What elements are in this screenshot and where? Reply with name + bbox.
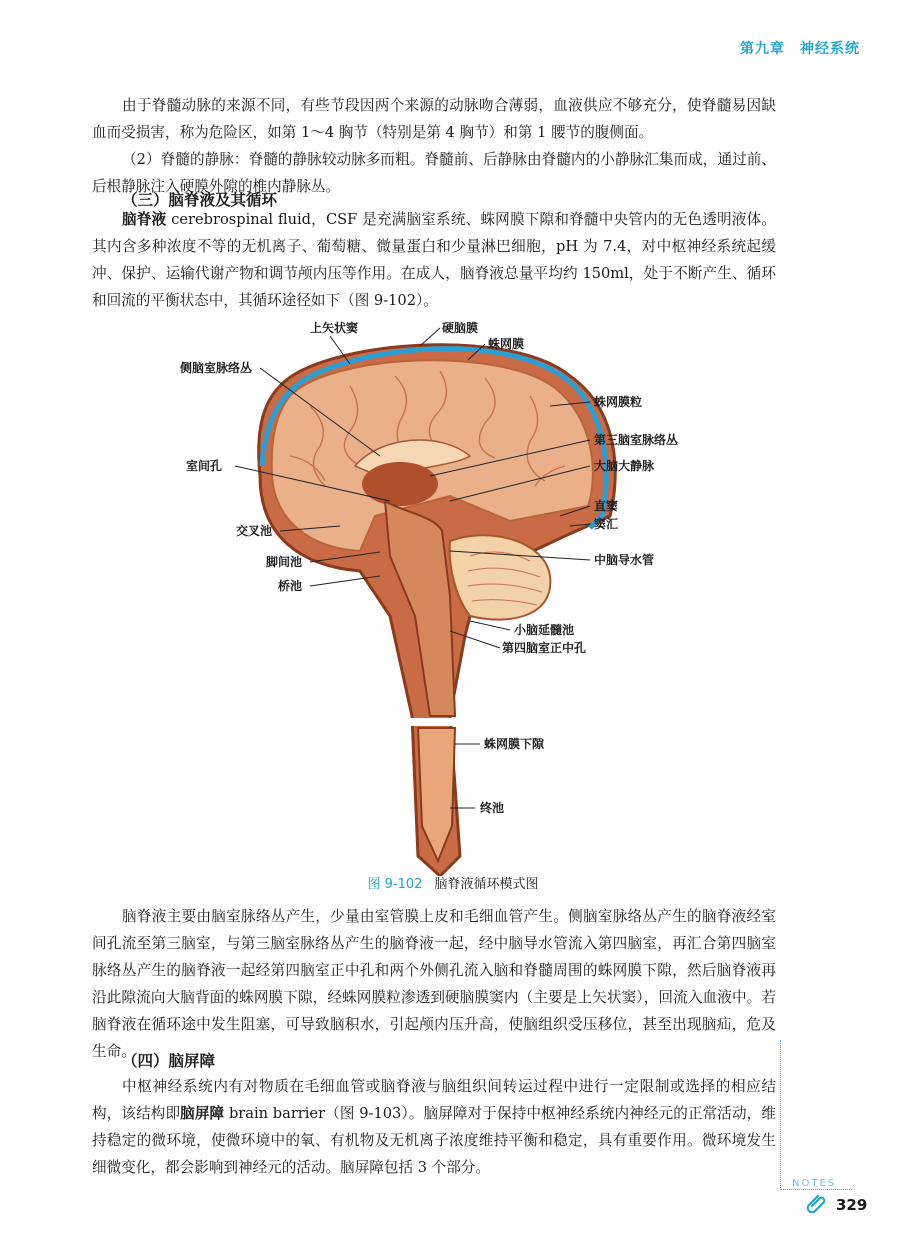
csf-circulation-figure xyxy=(150,316,770,876)
label-arachnoid: 蛛网膜 xyxy=(488,337,525,351)
label-arachnoid-granulation: 蛛网膜粒 xyxy=(594,395,643,409)
csf-definition-text: cerebrospinal fluid，CSF 是充满脑室系统、蛛网膜下隙和脊髓中央管内的无色透明液体。其内含多种浓度不等的无机离子、葡萄糖、微量蛋白和少量淋巴细胞，pH 为 7.4，对中枢神经系统起缓冲、保护、运输代谢产物和调节颅内压等作用。在成人，脑脊液总量平均约 150ml，处于不断产生、循环和回流的平衡状态中，其循环途径如下（图 9-102）。 xyxy=(92,211,776,309)
label-pontine-cistern: 桥池 xyxy=(278,579,303,593)
paragraph-csf-circulation: 脑脊液主要由脑室脉络丛产生，少量由室管膜上皮和毛细血管产生。侧脑室脉络丛产生的脑脊液经室间孔流至第三脑室，与第三脑室脉络丛产生的脑脊液一起，经中脑导水管流入第四脑室，再汇合第四脑室脉络丛产生的脑脊液一起经第四脑室正中孔和两个外侧孔流入脑和脊髓周围的蛛网膜下隙，然后脑脊液再沿此隙流向大脑背面的蛛网膜下隙，经蛛网膜粒渗透到硬脑膜窦内（主要是上矢状窦），回流入血液中。若脑脊液在循环途中发生阻塞，可导致脑积水，引起颅内压升高，使脑组织受压移位，甚至出现脑疝，危及生命。 xyxy=(92,908,776,1060)
label-cerebral-aqueduct: 中脑导水管 xyxy=(594,553,655,567)
label-superior-sagittal-sinus: 上矢状窦 xyxy=(310,321,359,335)
label-median-aperture: 第四脑室正中孔 xyxy=(502,641,587,655)
figure-number: 图 9-102 xyxy=(367,877,423,892)
paragraph-csf-definition xyxy=(92,206,776,314)
notes-label: NOTES xyxy=(792,1178,837,1189)
label-interpeduncular-cistern: 脚间池 xyxy=(266,555,303,569)
chapter-header: 第九章 神经系统 xyxy=(740,41,860,57)
section-heading-brain-barrier: （四）脑屏障 xyxy=(122,1052,216,1070)
label-straight-sinus: 直窦 xyxy=(594,499,619,513)
paragraph-brain-barrier xyxy=(92,1073,776,1181)
label-cisterna-magna: 小脑延髓池 xyxy=(514,623,575,637)
notes-margin-line xyxy=(780,1040,781,1190)
paragraph-spinal-vein: （2）脊髓的静脉：脊髓的静脉较动脉多而粗。脊髓前、后静脉由脊髓内的小静脉汇集而成，通过前、后根静脉注入硬膜外隙的椎内静脉丛。 xyxy=(92,151,776,195)
section-heading-csf: （三）脑脊液及其循环 xyxy=(122,191,278,209)
paperclip-icon xyxy=(806,1192,828,1214)
paragraph-spinal-artery: 由于脊髓动脉的来源不同，有些节段因两个来源的动脉吻合薄弱，血液供应不够充分，使脊髓易因缺血而受损害，称为危险区，如第 1～4 胸节（特别是第 4 胸节）和第 1 腰节的腹侧面。 xyxy=(92,97,776,141)
label-confluence-of-sinuses: 窦汇 xyxy=(594,517,619,531)
page-number: 329 xyxy=(836,1196,868,1214)
figure-caption xyxy=(0,873,906,892)
label-third-ventricle-plexus: 第三脑室脉络丛 xyxy=(594,433,679,447)
thalamus xyxy=(362,462,438,506)
label-chiasmatic-cistern: 交叉池 xyxy=(236,524,273,538)
label-lateral-ventricle-plexus: 侧脑室脉络丛 xyxy=(180,361,253,375)
brain-barrier-text-b: brain barrier（图 9-103）。脑屏障对于保持中枢神经系统内神经元的正常活动，维持稳定的微环境，使微环境中的氧、有机物及无机离子浓度维持平衡和稳定，具有重要作用。微环境发生细微变化，都会影响到神经元的活动。脑屏障包括 3 个部分。 xyxy=(92,1105,776,1176)
notes-rule xyxy=(780,1189,852,1190)
label-dura-mater: 硬脑膜 xyxy=(442,321,479,335)
term-csf: 脑脊液 xyxy=(122,211,167,228)
label-subarachnoid-space: 蛛网膜下隙 xyxy=(484,737,545,751)
label-great-cerebral-vein: 大脑大静脉 xyxy=(594,459,655,473)
figure-title: 脑脊液循环模式图 xyxy=(434,877,539,892)
label-terminal-cistern: 终池 xyxy=(480,801,505,815)
brain-barrier-text-a: 中枢神经系统内有对物质在毛细血管或脑脊液与脑组织间转运过程中进行一定限制或选择的相应结构，该结构即 xyxy=(92,1078,776,1122)
term-brain-barrier: 脑屏障 xyxy=(180,1105,225,1122)
label-interventricular-foramen: 室间孔 xyxy=(186,459,223,473)
